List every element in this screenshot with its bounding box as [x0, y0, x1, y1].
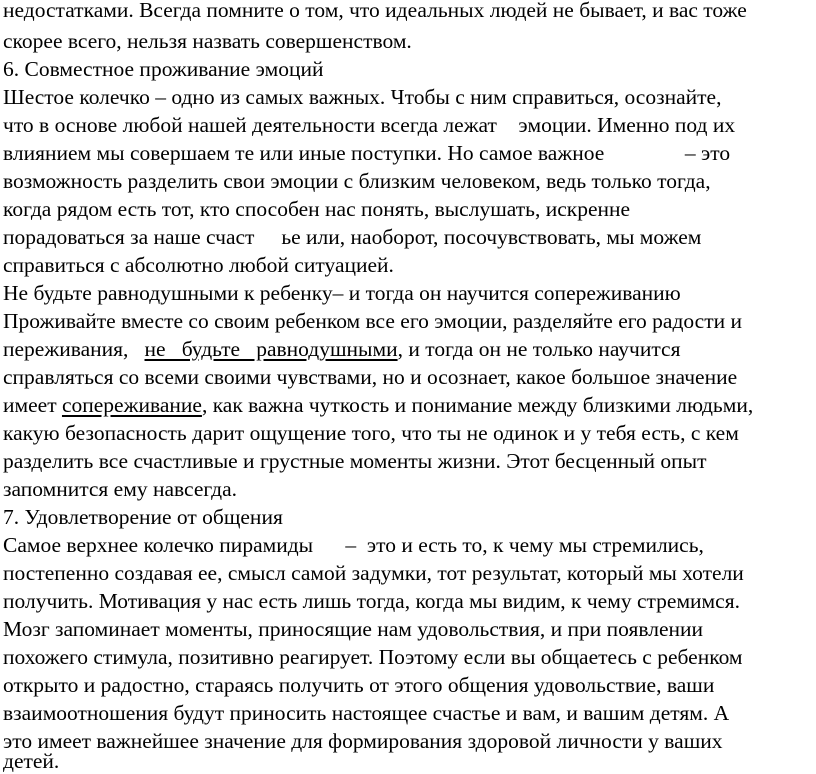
text-line: запомнится ему навсегда. [3, 477, 237, 501]
underlined-phrase: сопереживание [61, 393, 202, 417]
section-heading-6: 6. Совместное проживание эмоций [3, 57, 324, 81]
text-line: Шестое колечко – одно из самых важных. Чтобы с ним справиться, осознайте, [3, 85, 722, 109]
text-line: детей. [3, 749, 60, 773]
text-line: это имеет важнейшее значение для формирования здоровой личности у ваших [3, 729, 723, 753]
text-line: порадоваться за наше счаст ье или, наоборот, посочувствовать, мы можем [3, 225, 702, 249]
text-line: справиться с абсолютно любой ситуацией. [3, 253, 394, 277]
section-heading-7: 7. Удовлетворение от общения [3, 505, 283, 529]
text-line: влиянием мы совершаем те или иные поступки. Но самое важное – это [3, 141, 731, 165]
text-line: открыто и радостно, стараясь получить от этого общения удовольствие, ваши [3, 673, 715, 697]
text-segment: переживания, [3, 337, 129, 361]
text-line: что в основе любой нашей деятельности всегда лежат эмоции. Именно под их [3, 113, 736, 137]
text-line: Не будьте равнодушными к ребенку– и тогда он научится сопереживанию [3, 281, 681, 305]
text-line: когда рядом есть тот, кто способен нас понять, выслушать, искренне [3, 197, 631, 221]
text-line: постепенно создавая ее, смысл самой задумки, тот результат, который мы хотели [3, 561, 744, 585]
text-line: Мозг запоминает моменты, приносящие нам удовольствия, и при появлении [3, 617, 704, 641]
text-line-underlined [3, 392, 753, 418]
text-line: Проживайте вместе со своим ребенком все его эмоции, разделяйте его радости и [3, 309, 742, 333]
text-line: разделить все счастливые и грустные моменты жизни. Этот бесценный опыт [3, 449, 707, 473]
text-line: получить. Мотивация у нас есть лишь тогда, когда мы видим, к чему стремимся. [3, 589, 740, 613]
text-line: недостатками. Всегда помните о том, что идеальных людей не бывает, и вас тоже [3, 0, 747, 22]
text-segment: имеет [3, 393, 57, 417]
text-segment: , как важна чуткость и понимание между близкими людьми, [201, 393, 754, 417]
text-line: скорее всего, нельзя назвать совершенством. [3, 29, 412, 53]
text-line: похожего стимула, позитивно реагирует. Поэтому если вы общаетесь с ребенком [3, 645, 743, 669]
text-line: Самое верхнее колечко пирамиды – это и есть то, к чему мы стремились, [3, 533, 704, 557]
text-line-underlined [3, 336, 680, 362]
text-line: справляться со всеми своими чувствами, но и осознает, какое большое значение [3, 365, 738, 389]
text-line: возможность разделить свои эмоции с близким человеком, ведь только тогда, [3, 169, 711, 193]
text-segment: , и тогда он не только научится [397, 337, 681, 361]
text-line: взаимоотношения будут приносить настоящее счастье и вам, и вашим детям. А [3, 701, 730, 725]
text-line: какую безопасность дарит ощущение того, что ты не одинок и у тебя есть, с кем [3, 421, 739, 445]
underlined-phrase: не будьте равнодушными [144, 337, 398, 361]
